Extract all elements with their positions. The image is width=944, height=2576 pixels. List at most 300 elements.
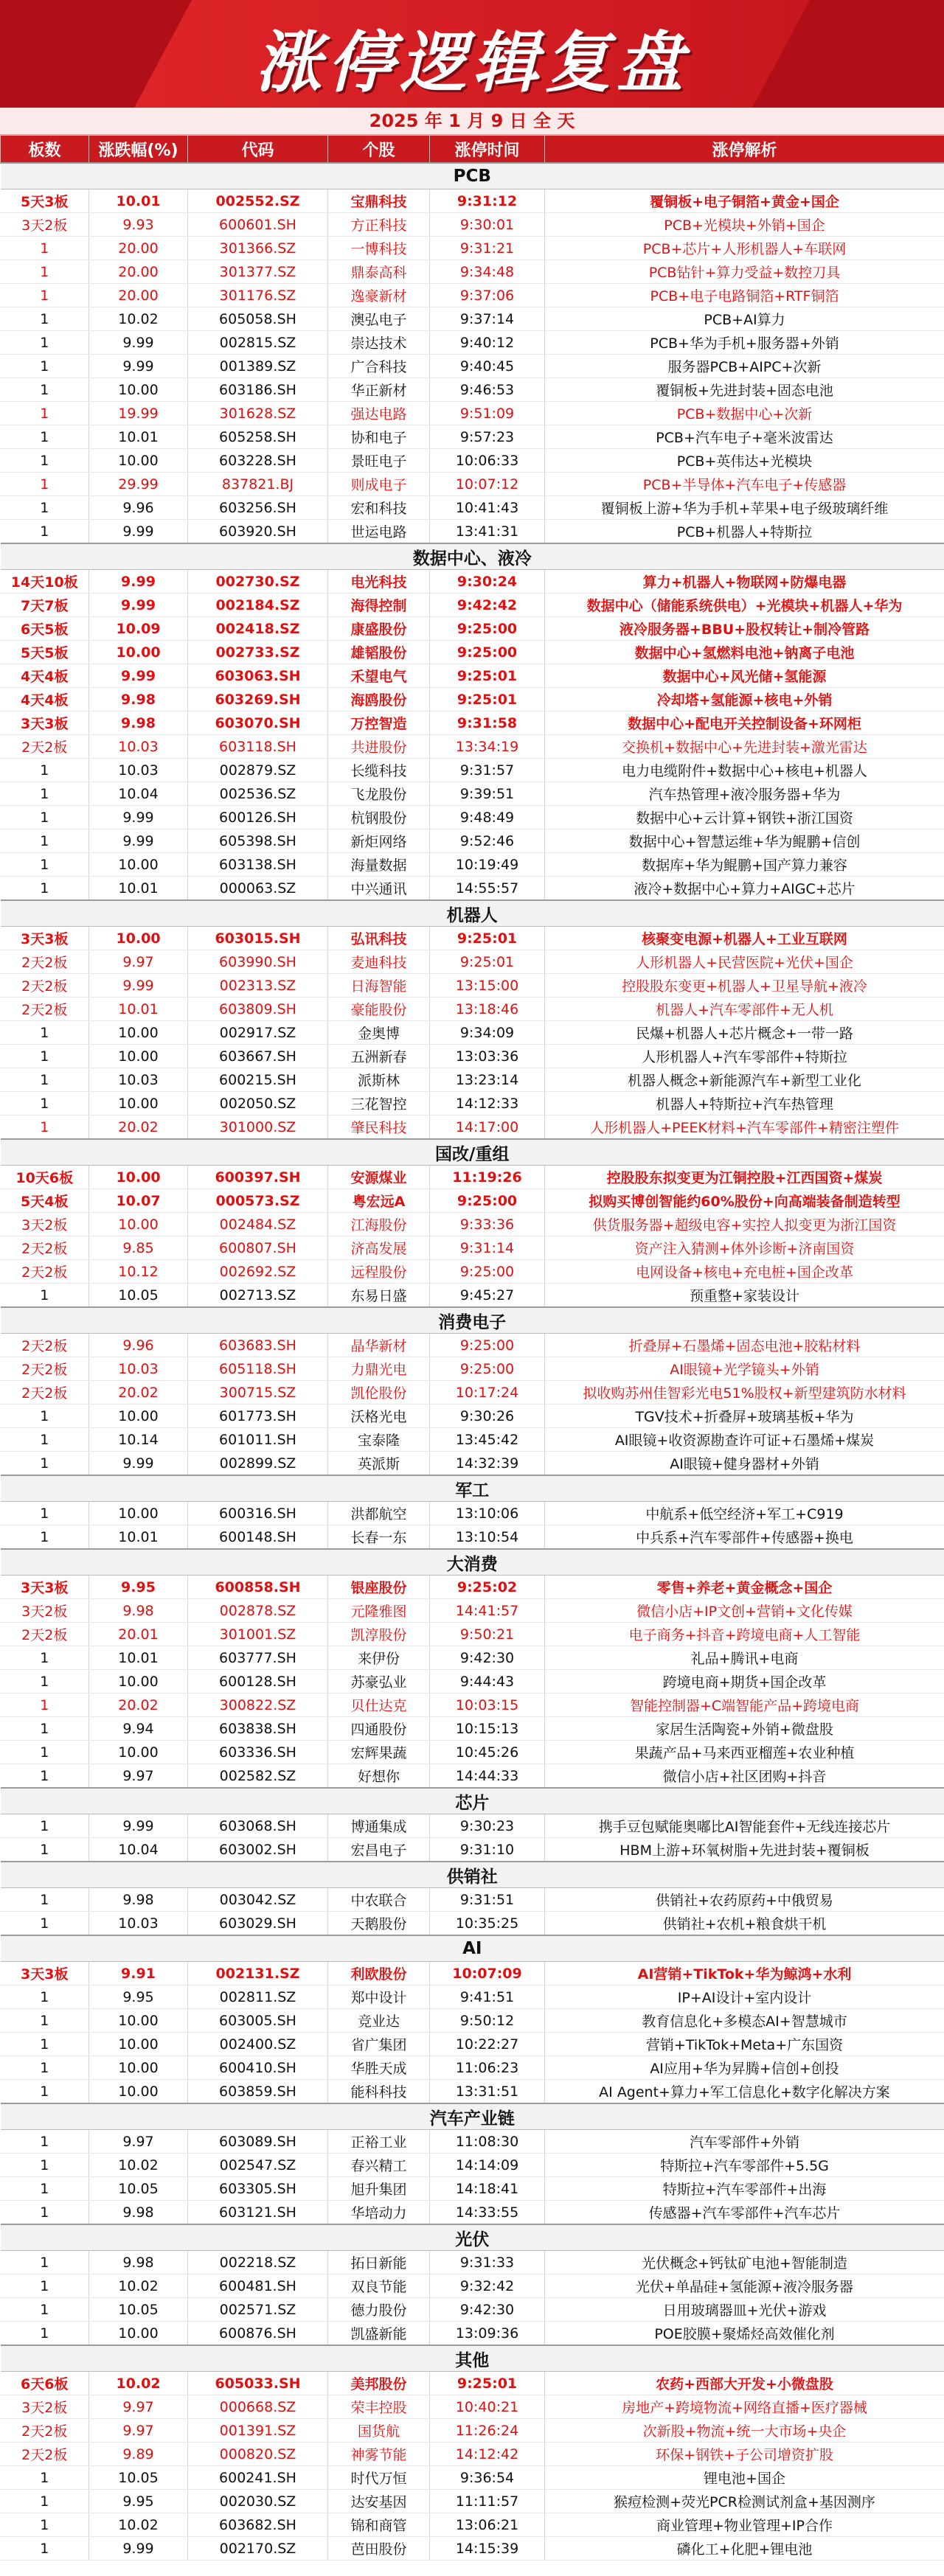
stock-name-cell: 景旺电子 (328, 449, 430, 473)
board-count-cell: 6天6板 (1, 2372, 89, 2395)
header-stock: 个股 (328, 136, 430, 164)
limit-time-cell: 14:15:39 (430, 2537, 545, 2561)
change-pct-cell: 10.01 (89, 1646, 188, 1670)
section-title: 数据中心、液冷 (1, 543, 944, 570)
change-pct-cell: 10.12 (89, 1260, 188, 1284)
code-cell: 603859.SH (188, 2080, 328, 2104)
limit-time-cell: 10:03:15 (430, 1693, 545, 1717)
code-cell: 002692.SZ (188, 1260, 328, 1284)
board-count-cell: 1 (1, 1741, 89, 1764)
stock-name-cell: 拓日新能 (328, 2251, 430, 2274)
analysis-cell: 电子商务+抖音+跨境电商+人工智能 (545, 1623, 944, 1646)
analysis-cell: 汽车热管理+液冷服务器+华为 (545, 782, 944, 806)
limit-up-table (0, 135, 944, 2561)
stock-name-cell: 派斯林 (328, 1068, 430, 1092)
code-cell: 002713.SZ (188, 1284, 328, 1308)
analysis-cell: 核聚变电源+机器人+工业互联网 (545, 927, 944, 950)
table-row (1, 1888, 944, 1912)
stock-name-cell: 日海智能 (328, 974, 430, 998)
change-pct-cell: 10.01 (89, 1525, 188, 1550)
code-cell: 301000.SZ (188, 1115, 328, 1140)
stock-name-cell: 长缆科技 (328, 759, 430, 782)
table-row (1, 355, 944, 378)
stock-name-cell: 海得控制 (328, 593, 430, 617)
analysis-cell: 环保+钢铁+子公司增资扩股 (545, 2443, 944, 2466)
limit-time-cell: 9:34:09 (430, 1021, 545, 1045)
change-pct-cell: 20.00 (89, 260, 188, 284)
stock-name-cell: 宏昌电子 (328, 1838, 430, 1862)
change-pct-cell: 9.97 (89, 950, 188, 974)
analysis-cell: 光伏概念+钙钛矿电池+智能制造 (545, 2251, 944, 2274)
stock-name-cell: 凯盛新能 (328, 2322, 430, 2346)
stock-name-cell: 凯伦股份 (328, 1381, 430, 1404)
table-row (1, 1045, 944, 1068)
code-cell: 002552.SZ (188, 189, 328, 213)
stock-name-cell: 晶华新材 (328, 1334, 430, 1357)
code-cell: 002170.SZ (188, 2537, 328, 2561)
board-count-cell: 1 (1, 473, 89, 496)
code-cell: 603029.SH (188, 1912, 328, 1936)
limit-time-cell: 10:15:13 (430, 1717, 545, 1741)
analysis-cell: 中兵系+汽车零部件+传感器+换电 (545, 1525, 944, 1550)
table-row (1, 664, 944, 688)
stock-name-cell: 力鼎光电 (328, 1357, 430, 1381)
change-pct-cell: 10.00 (89, 1670, 188, 1693)
board-count-cell: 1 (1, 2251, 89, 2274)
stock-name-cell: 宏辉果蔬 (328, 1741, 430, 1764)
board-count-cell: 14天10板 (1, 570, 89, 593)
stock-name-cell: 贝仕达克 (328, 1693, 430, 1717)
table-row (1, 2298, 944, 2322)
board-count-cell: 3天3板 (1, 1576, 89, 1599)
analysis-cell: 拟购买博创智能约60%股份+向高端装备制造转型 (545, 1189, 944, 1213)
analysis-cell: 携手豆包赋能奥嘟比AI智能套件+无线连接芯片 (545, 1814, 944, 1838)
limit-time-cell: 9:42:30 (430, 1646, 545, 1670)
board-count-cell: 3天3板 (1, 927, 89, 950)
board-count-cell: 3天2板 (1, 1213, 89, 1236)
board-count-cell: 1 (1, 2537, 89, 2561)
code-cell: 300822.SZ (188, 1693, 328, 1717)
table-row (1, 782, 944, 806)
table-row (1, 2513, 944, 2537)
table-row (1, 1260, 944, 1284)
change-pct-cell: 10.00 (89, 2009, 188, 2033)
limit-time-cell: 9:33:36 (430, 1213, 545, 1236)
analysis-cell: 算力+机器人+物联网+防爆电器 (545, 570, 944, 593)
analysis-cell: HBM上游+环氧树脂+先进封装+覆铜板 (545, 1838, 944, 1862)
stock-name-cell: 广合科技 (328, 355, 430, 378)
board-count-cell: 1 (1, 829, 89, 853)
stock-name-cell: 一博科技 (328, 237, 430, 260)
limit-time-cell: 9:31:33 (430, 2251, 545, 2274)
stock-name-cell: 双良节能 (328, 2274, 430, 2298)
stock-name-cell: 沃格光电 (328, 1404, 430, 1428)
stock-name-cell: 电光科技 (328, 570, 430, 593)
table-row (1, 2130, 944, 2154)
limit-time-cell: 9:42:42 (430, 593, 545, 617)
analysis-cell: PCB+AI算力 (545, 307, 944, 331)
limit-time-cell: 9:32:42 (430, 2274, 545, 2298)
limit-time-cell: 14:18:41 (430, 2177, 545, 2201)
table-row (1, 1213, 944, 1236)
code-cell: 603121.SH (188, 2201, 328, 2225)
limit-time-cell: 13:09:36 (430, 2322, 545, 2346)
table-row (1, 1741, 944, 1764)
limit-time-cell: 14:17:00 (430, 1115, 545, 1140)
analysis-cell: 跨境电商+期货+国企改革 (545, 1670, 944, 1693)
stock-name-cell: 则成电子 (328, 473, 430, 496)
code-cell: 605058.SH (188, 307, 328, 331)
analysis-cell: 数据库+华为鲲鹏+国产算力兼容 (545, 853, 944, 877)
limit-time-cell: 11:26:24 (430, 2419, 545, 2443)
stock-name-cell: 博通集成 (328, 1814, 430, 1838)
table-row (1, 950, 944, 974)
stock-name-cell: 强达电路 (328, 402, 430, 425)
code-cell: 301001.SZ (188, 1623, 328, 1646)
code-cell: 603838.SH (188, 1717, 328, 1741)
change-pct-cell: 9.85 (89, 1236, 188, 1260)
table-row (1, 1166, 944, 1189)
table-row (1, 237, 944, 260)
analysis-cell: 控股股东变更+机器人+卫星导航+液冷 (545, 974, 944, 998)
code-cell: 603228.SH (188, 449, 328, 473)
change-pct-cell: 10.00 (89, 641, 188, 664)
analysis-cell: AI应用+华为昇腾+信创+创投 (545, 2056, 944, 2080)
table-row (1, 402, 944, 425)
stock-name-cell: 崇达技术 (328, 331, 430, 355)
analysis-cell: 果蔬产品+马来西亚榴莲+农业种植 (545, 1741, 944, 1764)
date-bar: 2025 年 1 月 9 日 全 天 (0, 108, 944, 135)
change-pct-cell: 9.99 (89, 664, 188, 688)
code-cell: 301366.SZ (188, 237, 328, 260)
change-pct-cell: 10.14 (89, 1428, 188, 1452)
table-row (1, 759, 944, 782)
table-row (1, 496, 944, 520)
limit-time-cell: 9:40:12 (430, 331, 545, 355)
analysis-cell: AI眼镜+健身器材+外销 (545, 1452, 944, 1476)
table-row (1, 853, 944, 877)
change-pct-cell: 9.95 (89, 1576, 188, 1599)
section-title: 芯片 (1, 1788, 944, 1814)
change-pct-cell: 10.03 (89, 1357, 188, 1381)
change-pct-cell: 20.02 (89, 1115, 188, 1140)
limit-time-cell: 9:25:01 (430, 927, 545, 950)
board-count-cell: 2天2板 (1, 1334, 89, 1357)
table-row (1, 2322, 944, 2346)
table-row (1, 1189, 944, 1213)
change-pct-cell: 20.00 (89, 284, 188, 307)
change-pct-cell: 9.99 (89, 1452, 188, 1476)
analysis-cell: 液冷+数据中心+算力+AIGC+芯片 (545, 877, 944, 901)
code-cell: 000820.SZ (188, 2443, 328, 2466)
stock-name-cell: 好想你 (328, 1764, 430, 1789)
board-count-cell: 1 (1, 1502, 89, 1525)
change-pct-cell: 10.03 (89, 1912, 188, 1936)
board-count-cell: 1 (1, 1115, 89, 1140)
change-pct-cell: 9.96 (89, 1334, 188, 1357)
limit-time-cell: 9:25:00 (430, 1334, 545, 1357)
limit-time-cell: 9:31:10 (430, 1838, 545, 1862)
code-cell: 002582.SZ (188, 1764, 328, 1789)
stock-name-cell: 鼎泰高科 (328, 260, 430, 284)
analysis-cell: 磷化工+化肥+锂电池 (545, 2537, 944, 2561)
table-row (1, 2056, 944, 2080)
change-pct-cell: 9.99 (89, 829, 188, 853)
analysis-cell: PCB+光模块+外销+国企 (545, 213, 944, 237)
stock-name-cell: 金奥博 (328, 1021, 430, 1045)
stock-name-cell: 四通股份 (328, 1717, 430, 1741)
stock-name-cell: 春兴精工 (328, 2154, 430, 2177)
change-pct-cell: 9.98 (89, 688, 188, 711)
change-pct-cell: 10.00 (89, 2080, 188, 2104)
code-cell: 002733.SZ (188, 641, 328, 664)
board-count-cell: 1 (1, 2298, 89, 2322)
code-cell: 002879.SZ (188, 759, 328, 782)
section-header-row (1, 163, 944, 189)
analysis-cell: 民爆+机器人+芯片概念+一带一路 (545, 1021, 944, 1045)
limit-time-cell: 9:30:01 (430, 213, 545, 237)
code-cell: 603138.SH (188, 853, 328, 877)
code-cell: 600215.SH (188, 1068, 328, 1092)
code-cell: 605033.SH (188, 2372, 328, 2395)
code-cell: 002536.SZ (188, 782, 328, 806)
stock-name-cell: 新炬网络 (328, 829, 430, 853)
code-cell: 000668.SZ (188, 2395, 328, 2419)
stock-name-cell: 旭升集团 (328, 2177, 430, 2201)
analysis-cell: 人形机器人+民营医院+光伏+国企 (545, 950, 944, 974)
table-row (1, 1985, 944, 2009)
analysis-cell: 锂电池+国企 (545, 2466, 944, 2490)
limit-time-cell: 9:25:00 (430, 1189, 545, 1213)
code-cell: 603256.SH (188, 496, 328, 520)
stock-name-cell: 豪能股份 (328, 998, 430, 1021)
limit-time-cell: 11:19:26 (430, 1166, 545, 1189)
code-cell: 603002.SH (188, 1838, 328, 1862)
code-cell: 603777.SH (188, 1646, 328, 1670)
limit-time-cell: 14:41:57 (430, 1599, 545, 1623)
section-header-row (1, 2103, 944, 2130)
table-row (1, 2537, 944, 2561)
code-cell: 301377.SZ (188, 260, 328, 284)
table-row (1, 1236, 944, 1260)
limit-time-cell: 9:25:02 (430, 1576, 545, 1599)
table-row (1, 2443, 944, 2466)
stock-name-cell: 雄韬股份 (328, 641, 430, 664)
change-pct-cell: 10.05 (89, 2466, 188, 2490)
code-cell: 002400.SZ (188, 2033, 328, 2056)
table-row (1, 1068, 944, 1092)
change-pct-cell: 10.05 (89, 2177, 188, 2201)
limit-time-cell: 10:17:24 (430, 1381, 545, 1404)
board-count-cell: 1 (1, 520, 89, 544)
analysis-cell: 冷却塔+氢能源+核电+外销 (545, 688, 944, 711)
code-cell: 603063.SH (188, 664, 328, 688)
analysis-cell: AI Agent+算力+军工信息化+数字化解决方案 (545, 2080, 944, 2104)
board-count-cell: 1 (1, 806, 89, 829)
analysis-cell: 数据中心+风光储+氢能源 (545, 664, 944, 688)
analysis-cell: 光伏+单晶硅+氢能源+液冷服务器 (545, 2274, 944, 2298)
stock-name-cell: 逸豪新材 (328, 284, 430, 307)
board-count-cell: 2天2板 (1, 735, 89, 759)
limit-time-cell: 13:10:54 (430, 1525, 545, 1550)
change-pct-cell: 10.07 (89, 1189, 188, 1213)
section-title: 军工 (1, 1475, 944, 1502)
limit-time-cell: 9:25:00 (430, 1357, 545, 1381)
code-cell: 002484.SZ (188, 1213, 328, 1236)
stock-name-cell: 来伊份 (328, 1646, 430, 1670)
analysis-cell: 猴痘检测+荧光PCR检测试剂盒+基因测序 (545, 2490, 944, 2513)
section-title: 汽车产业链 (1, 2103, 944, 2130)
analysis-cell: 资产注入猜测+体外诊断+济南国资 (545, 1236, 944, 1260)
analysis-cell: 供销社+农机+粮食烘干机 (545, 1912, 944, 1936)
stock-name-cell: 东易日盛 (328, 1284, 430, 1308)
board-count-cell: 1 (1, 1284, 89, 1308)
stock-name-cell: 协和电子 (328, 425, 430, 449)
code-cell: 603068.SH (188, 1814, 328, 1838)
code-cell: 600481.SH (188, 2274, 328, 2298)
table-row (1, 2490, 944, 2513)
change-pct-cell: 10.02 (89, 307, 188, 331)
stock-name-cell: 澳弘电子 (328, 307, 430, 331)
section-header-row (1, 1139, 944, 1166)
board-count-cell: 1 (1, 2154, 89, 2177)
analysis-cell: 次新股+物流+统一大市场+央企 (545, 2419, 944, 2443)
board-count-cell: 1 (1, 496, 89, 520)
header-limit-time: 涨停时间 (430, 136, 545, 164)
section-header-row (1, 1935, 944, 1962)
limit-time-cell: 10:22:27 (430, 2033, 545, 2056)
limit-time-cell: 10:07:12 (430, 473, 545, 496)
code-cell: 601011.SH (188, 1428, 328, 1452)
change-pct-cell: 9.97 (89, 2130, 188, 2154)
analysis-cell: 控股股东拟变更为江铜控股+江西国资+煤炭 (545, 1166, 944, 1189)
analysis-cell: 家居生活陶瓷+外销+微盘股 (545, 1717, 944, 1741)
table-row (1, 449, 944, 473)
analysis-cell: 房地产+跨境物流+网络直播+医疗器械 (545, 2395, 944, 2419)
board-count-cell: 1 (1, 1404, 89, 1428)
stock-name-cell: 五洲新春 (328, 1045, 430, 1068)
board-count-cell: 1 (1, 1452, 89, 1476)
limit-time-cell: 9:41:51 (430, 1985, 545, 2009)
table-row (1, 2080, 944, 2104)
table-row (1, 520, 944, 544)
limit-time-cell: 14:12:33 (430, 1092, 545, 1115)
change-pct-cell: 10.00 (89, 2033, 188, 2056)
limit-time-cell: 9:42:30 (430, 2298, 545, 2322)
limit-time-cell: 9:44:43 (430, 1670, 545, 1693)
code-cell: 000573.SZ (188, 1189, 328, 1213)
board-count-cell: 1 (1, 1838, 89, 1862)
section-header-row (1, 1549, 944, 1576)
board-count-cell: 1 (1, 1814, 89, 1838)
table-row (1, 1381, 944, 1404)
section-header-row (1, 1475, 944, 1502)
board-count-cell: 1 (1, 237, 89, 260)
change-pct-cell: 10.00 (89, 1045, 188, 1068)
change-pct-cell: 20.01 (89, 1623, 188, 1646)
code-cell: 002730.SZ (188, 570, 328, 593)
analysis-cell: 折叠屏+石墨烯+固态电池+胶粘材料 (545, 1334, 944, 1357)
stock-name-cell: 达安基因 (328, 2490, 430, 2513)
analysis-cell: PCB+数据中心+次新 (545, 402, 944, 425)
limit-time-cell: 10:06:33 (430, 449, 545, 473)
change-pct-cell: 9.95 (89, 1985, 188, 2009)
change-pct-cell: 9.98 (89, 711, 188, 735)
code-cell: 002218.SZ (188, 2251, 328, 2274)
table-row (1, 1646, 944, 1670)
code-cell: 600601.SH (188, 213, 328, 237)
table-row (1, 1502, 944, 1525)
analysis-cell: 教育信息化+多模态AI+智慧城市 (545, 2009, 944, 2033)
change-pct-cell: 9.97 (89, 2395, 188, 2419)
board-count-cell: 5天4板 (1, 1189, 89, 1213)
stock-name-cell: 杭钢股份 (328, 806, 430, 829)
code-cell: 603990.SH (188, 950, 328, 974)
board-count-cell: 2天2板 (1, 1623, 89, 1646)
analysis-cell: 数据中心+氢燃料电池+钠离子电池 (545, 641, 944, 664)
stock-name-cell: 康盛股份 (328, 617, 430, 641)
header-board-count: 板数 (1, 136, 89, 164)
stock-name-cell: 万控智造 (328, 711, 430, 735)
limit-time-cell: 13:31:51 (430, 2080, 545, 2104)
analysis-cell: PCB+机器人+特斯拉 (545, 520, 944, 544)
code-cell: 600410.SH (188, 2056, 328, 2080)
limit-time-cell: 9:31:21 (430, 237, 545, 260)
analysis-cell: 覆铜板+电子铜箔+黄金+国企 (545, 189, 944, 213)
limit-time-cell: 9:30:24 (430, 570, 545, 593)
table-row (1, 260, 944, 284)
section-title: 机器人 (1, 900, 944, 927)
table-row (1, 2177, 944, 2201)
board-count-cell: 7天7板 (1, 593, 89, 617)
limit-time-cell: 13:18:46 (430, 998, 545, 1021)
limit-time-cell: 9:57:23 (430, 425, 545, 449)
board-count-cell: 3天2板 (1, 1599, 89, 1623)
analysis-cell: 汽车零部件+外销 (545, 2130, 944, 2154)
board-count-cell: 2天2板 (1, 1236, 89, 1260)
limit-time-cell: 13:23:14 (430, 1068, 545, 1092)
table-row (1, 2274, 944, 2298)
table-row (1, 1912, 944, 1936)
change-pct-cell: 9.98 (89, 2251, 188, 2274)
change-pct-cell: 9.99 (89, 570, 188, 593)
limit-time-cell: 9:31:58 (430, 711, 545, 735)
stock-name-cell: 世运电路 (328, 520, 430, 544)
analysis-cell: 特斯拉+汽车零部件+5.5G (545, 2154, 944, 2177)
table-row (1, 1764, 944, 1789)
code-cell: 002815.SZ (188, 331, 328, 355)
stock-name-cell: 郑中设计 (328, 1985, 430, 2009)
table-row (1, 688, 944, 711)
table-row (1, 473, 944, 496)
analysis-cell: 供货服务器+超级电容+实控人拟变更为浙江国资 (545, 1213, 944, 1236)
section-title: AI (1, 1935, 944, 1962)
board-count-cell: 1 (1, 782, 89, 806)
table-row (1, 213, 944, 237)
stock-name-cell: 荣丰控股 (328, 2395, 430, 2419)
board-count-cell: 1 (1, 378, 89, 402)
change-pct-cell: 9.99 (89, 593, 188, 617)
code-cell: 603269.SH (188, 688, 328, 711)
change-pct-cell: 9.99 (89, 1814, 188, 1838)
change-pct-cell: 10.00 (89, 2322, 188, 2346)
board-count-cell: 3天2板 (1, 213, 89, 237)
analysis-cell: 微信小店+社区团购+抖音 (545, 1764, 944, 1789)
limit-time-cell: 13:41:31 (430, 520, 545, 544)
code-cell: 605118.SH (188, 1357, 328, 1381)
board-count-cell: 1 (1, 2322, 89, 2346)
limit-time-cell: 10:41:43 (430, 496, 545, 520)
